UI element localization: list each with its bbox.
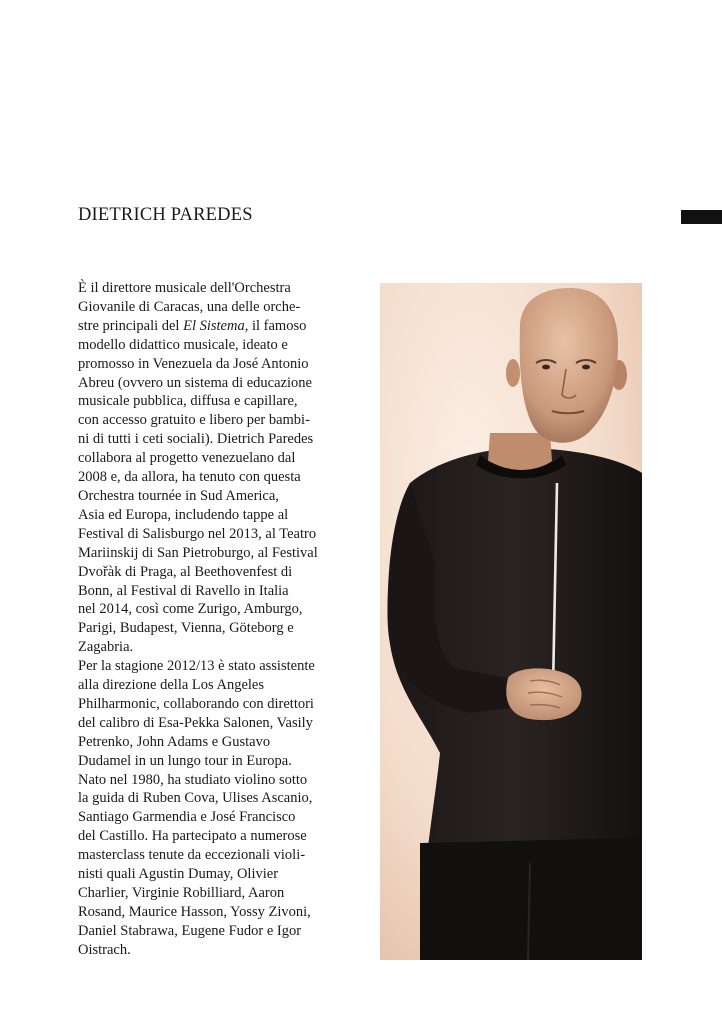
conductor-portrait-photo (380, 283, 642, 960)
bio-line: Dvořàk di Praga, al Beethovenfest di (78, 563, 293, 580)
bio-line: Santiago Garmendia e José Francisco (78, 809, 296, 826)
bio-italic-text: El Sistema (183, 317, 245, 334)
bio-line: nel 2014, così come Zurigo, Amburgo, (78, 601, 303, 618)
bio-line: Orchestra tournée in Sud America, (78, 487, 279, 504)
bio-text: , il famoso (244, 317, 307, 334)
biography-text (78, 279, 358, 960)
bio-line: masterclass tenute da eccezionali violi- (78, 847, 306, 864)
bio-line: Mariinskij di San Pietroburgo, al Festival (78, 544, 318, 561)
bio-line: promosso in Venezuela da José Antonio (78, 355, 309, 372)
neck (488, 433, 552, 470)
bio-line: 2008 e, da allora, ha tenuto con questa (78, 469, 301, 486)
bio-line: Zagabria. (78, 639, 134, 656)
bio-line: nisti quali Agustin Dumay, Olivier (78, 866, 279, 883)
bio-line: Daniel Stabrawa, Eugene Fudor e Igor (78, 922, 302, 939)
bio-line: del calibro di Esa-Pekka Salonen, Vasily (78, 714, 313, 731)
bio-line: musicale pubblica, diffusa e capillare, (78, 393, 298, 410)
bio-line: del Castillo. Ha partecipato a numerose (78, 828, 307, 845)
bio-line (78, 317, 358, 336)
bio-line: Giovanile di Caracas, una delle orche- (78, 298, 301, 315)
bio-line: ni di tutti i ceti sociali). Dietrich Paredes (78, 431, 314, 448)
bio-line: Nato nel 1980, ha studiato violino sotto (78, 771, 308, 788)
bio-line: Petrenko, John Adams e Gustavo (78, 733, 271, 750)
bio-line: Philharmonic, collaborando con direttori (78, 695, 314, 712)
bio-text: stre principali del (78, 317, 184, 334)
bio-line: Bonn, al Festival di Ravello in Italia (78, 582, 289, 599)
page-title: DIETRICH PAREDES (78, 205, 253, 225)
section-tab-marker (681, 210, 722, 224)
bio-line: Charlier, Virginie Robilliard, Aaron (78, 885, 285, 901)
hand (506, 668, 581, 720)
bio-line: Oistrach. (78, 941, 131, 958)
bio-line: Abreu (ovvero un sistema di educazione (78, 374, 312, 391)
bio-line: Festival di Salisburgo nel 2013, al Teatro (78, 525, 317, 542)
bio-line: con accesso gratuito e libero per bambi- (78, 412, 310, 429)
bio-line: Parigi, Budapest, Vienna, Göteborg e (78, 620, 294, 637)
bio-line: Per la stagione 2012/13 è stato assistente (78, 658, 315, 675)
bio-line: Dudamel in un lungo tour in Europa. (78, 752, 292, 769)
bio-line: alla direzione della Los Angeles (78, 677, 265, 694)
bio-line: collabora al progetto venezuelano dal (78, 450, 296, 467)
bio-line: Rosand, Maurice Hasson, Yossy Zivoni, (78, 903, 311, 920)
bio-line: modello didattico musicale, ideato e (78, 336, 288, 353)
bio-line: È il direttore musicale dell'Orchestra (78, 280, 291, 296)
bio-line: la guida di Ruben Cova, Ulises Ascanio, (78, 790, 313, 807)
bio-line: Asia ed Europa, includendo tappe al (78, 506, 289, 523)
